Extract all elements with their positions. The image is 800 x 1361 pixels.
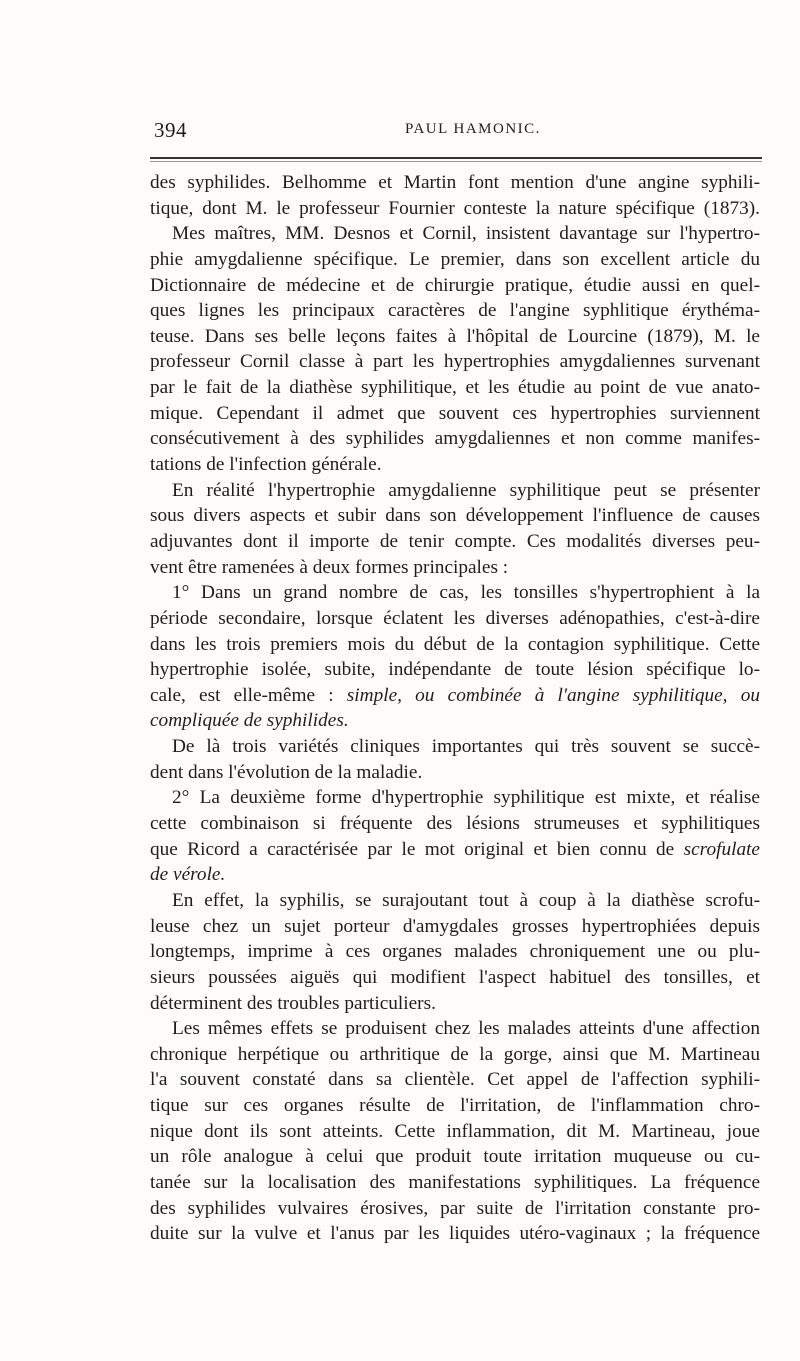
text-line: longtemps, imprime à ces organes malades chroniquement une ou plu- bbox=[150, 941, 760, 963]
text-line: tanée sur la localisation des manifestations syphilitiques. La fréquence bbox=[150, 1171, 760, 1193]
text-line: nique dont ils sont atteints. Cette inflammation, dit M. Martineau, joue bbox=[150, 1120, 760, 1142]
text-line: dans les trois premiers mois du début de la contagion syphilitique. Cette bbox=[150, 633, 760, 655]
text-line: des syphilides. Belhomme et Martin font mention d'une angine syphili- bbox=[150, 172, 760, 193]
text-line: des syphilides vulvaires érosives, par suite de l'irritation constante pro- bbox=[150, 1197, 760, 1219]
italic-text-run: compliquée de syphilides. bbox=[150, 710, 349, 732]
text-line: Mes maîtres, MM. Desnos et Cornil, insistent davantage sur l'hypertro- bbox=[172, 223, 760, 245]
text-line: l'a souvent constaté dans sa clientèle. Cet appel de l'affection syphili- bbox=[150, 1069, 760, 1091]
text-line: adjuvantes dont il importe de tenir compte. Ces modalités diverses peu- bbox=[150, 530, 760, 552]
text-line bbox=[150, 837, 760, 863]
text-line: professeur Cornil classe à part les hypertrophies amygdaliennes survenant bbox=[150, 351, 760, 373]
running-head: PAUL HAMONIC. bbox=[405, 121, 541, 137]
text-line: leuse chez un sujet porteur d'amygdales grosses hypertrophiées depuis bbox=[150, 915, 760, 937]
text-line: vent être ramenées à deux formes principales : bbox=[150, 556, 509, 578]
italic-text-run: scrofulate bbox=[683, 838, 760, 860]
text-line: dent dans l'évolution de la maladie. bbox=[150, 761, 423, 783]
text-line: De là trois variétés cliniques importantes qui très souvent se succè- bbox=[172, 736, 760, 758]
text-line: Dictionnaire de médecine et de chirurgie pratique, étudie aussi en quel- bbox=[150, 274, 760, 296]
header-rule-thin bbox=[150, 161, 762, 162]
text-line: 1° Dans un grand nombre de cas, les tonsilles s'hypertrophient à la bbox=[172, 582, 760, 604]
text-line: chronique herpétique ou arthritique de la gorge, ainsi que M. Martineau bbox=[150, 1043, 760, 1065]
text-line: teuse. Dans ses belle leçons faites à l'hôpital de Lourcine (1879), M. le bbox=[150, 325, 760, 347]
text-line: sous divers aspects et subir dans son développement l'influence de causes bbox=[150, 505, 760, 527]
italic-text-run: de vérole. bbox=[150, 864, 226, 886]
text-run: cale, est elle-même : bbox=[150, 684, 334, 706]
page-number: 394 bbox=[154, 118, 187, 142]
text-line: Les mêmes effets se produisent chez les malades atteints d'une affection bbox=[172, 1018, 760, 1040]
text-line: ques lignes les principaux caractères de l'angine syphlitique érythéma- bbox=[150, 300, 760, 322]
text-line: phie amygdalienne spécifique. Le premier, dans son excellent article du bbox=[150, 248, 760, 270]
text-line bbox=[150, 683, 760, 709]
text-run: que Ricord a caractérisée par le mot original et bien connu de bbox=[150, 838, 675, 860]
text-line: 2° La deuxième forme d'hypertrophie syphilitique est mixte, et réalise bbox=[172, 787, 760, 809]
text-line: un rôle analogue à celui que produit toute irritation muqueuse ou cu- bbox=[150, 1146, 760, 1168]
text-line: consécutivement à des syphilides amygdaliennes et non comme manifes- bbox=[150, 428, 760, 450]
text-line: déterminent des troubles particuliers. bbox=[150, 992, 436, 1014]
text-line: période secondaire, lorsque éclatent les diverses adénopathies, c'est-à-dire bbox=[150, 607, 760, 629]
text-line: cette combinaison si fréquente des lésions strumeuses et syphilitiques bbox=[150, 813, 760, 835]
body-text bbox=[150, 170, 760, 1247]
text-line: hypertrophie isolée, subite, indépendante de toute lésion spécifique lo- bbox=[150, 659, 760, 681]
text-line: sieurs poussées aiguës qui modifient l'aspect habituel des tonsilles, et bbox=[150, 966, 760, 988]
header-rule bbox=[150, 157, 762, 159]
text-line: En effet, la syphilis, se surajoutant tout à coup à la diathèse scrofu- bbox=[172, 889, 760, 911]
text-line: tique sur ces organes résulte de l'irritation, de l'inflammation chro- bbox=[150, 1095, 760, 1117]
text-line: duite sur la vulve et l'anus par les liquides utéro-vaginaux ; la fréquence bbox=[150, 1223, 760, 1245]
text-line bbox=[150, 708, 760, 734]
text-line: tique, dont M. le professeur Fournier conteste la nature spécifique (1873). bbox=[150, 197, 760, 219]
text-line: mique. Cependant il admet que souvent ces hypertrophies surviennent bbox=[150, 402, 760, 424]
text-line: tations de l'infection générale. bbox=[150, 454, 382, 476]
text-line: En réalité l'hypertrophie amygdalienne syphilitique peut se présenter bbox=[172, 479, 760, 501]
page-header bbox=[150, 118, 760, 148]
italic-text-run: simple, ou combinée à l'angine syphilitique, ou bbox=[346, 684, 760, 706]
text-line bbox=[150, 862, 760, 888]
text-line: par le fait de la diathèse syphilitique, et les étudie au point de vue anato- bbox=[150, 377, 760, 399]
